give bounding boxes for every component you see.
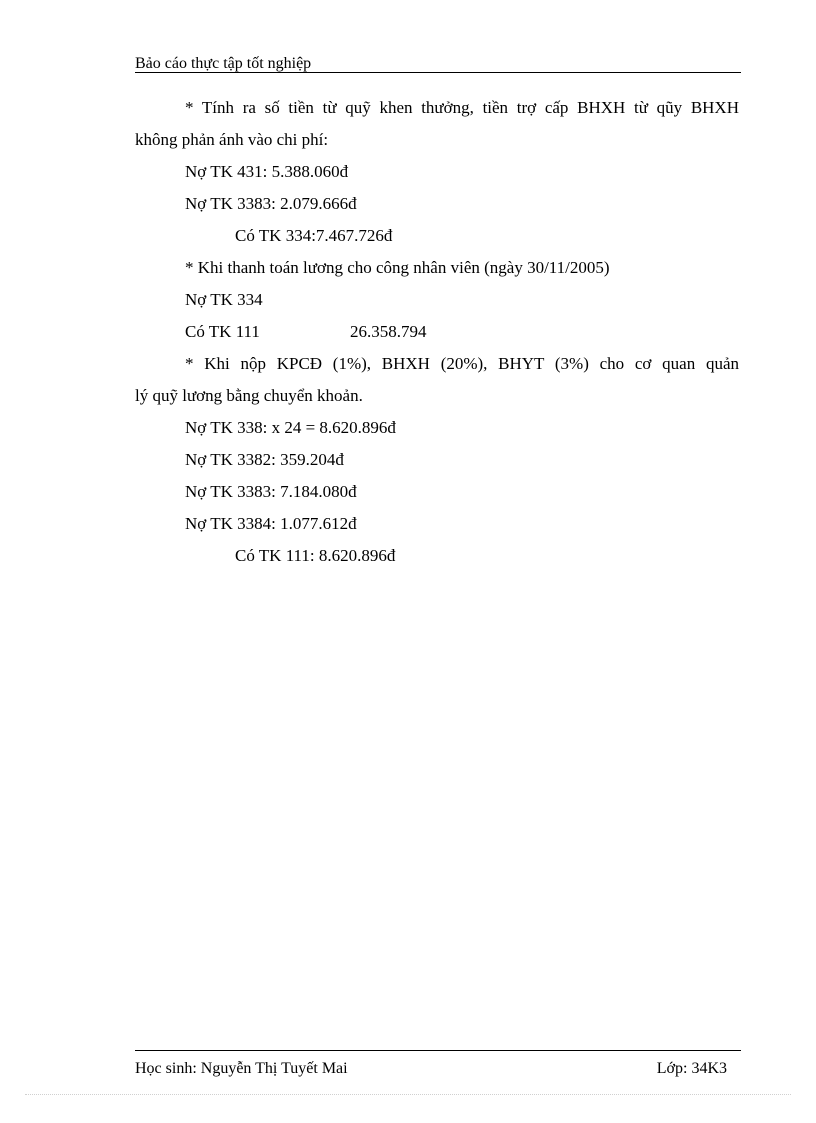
entry-line: Nợ TK 431: 5.388.060đ bbox=[185, 162, 349, 181]
entry-line: Nợ TK 334 bbox=[185, 290, 263, 309]
header-title: Bảo cáo thực tập tốt nghiệp bbox=[135, 55, 312, 72]
entry-line: Nợ TK 3382: 359.204đ bbox=[185, 450, 344, 469]
document-body bbox=[135, 92, 739, 572]
paragraph-line: lý quỹ lương bằng chuyển khoản. bbox=[135, 386, 363, 405]
paragraph-line: không phản ánh vào chi phí: bbox=[135, 130, 329, 149]
entry-line: Có TK 334:7.467.726đ bbox=[235, 226, 393, 245]
entry-line: Nợ TK 3383: 2.079.666đ bbox=[185, 194, 357, 213]
entry-amount: 26.358.794 bbox=[349, 322, 427, 341]
paragraph-line: * Khi nộp KPCĐ (1%), BHXH (20%), BHYT (3%) cho cơ quan quản bbox=[185, 354, 739, 373]
entry-line: Nợ TK 338: x 24 = 8.620.896đ bbox=[185, 418, 396, 437]
entry-line: Nợ TK 3384: 1.077.612đ bbox=[185, 514, 357, 533]
footer-divider bbox=[135, 1050, 741, 1051]
footer-student: Học sinh: Nguyễn Thị Tuyết Mai bbox=[135, 1060, 348, 1077]
footer-class: Lớp: 34K3 bbox=[656, 1060, 727, 1077]
entry-line: Nợ TK 3383: 7.184.080đ bbox=[185, 482, 357, 501]
entry-line bbox=[135, 316, 739, 348]
paragraph-line: * Khi thanh toán lương cho công nhân viên (ngày 30/11/2005) bbox=[185, 258, 610, 277]
paragraph-line: * Tính ra số tiền từ quỹ khen thưởng, tiền trợ cấp BHXH từ qũy BHXH bbox=[185, 98, 739, 117]
entry-account: Có TK 111 bbox=[185, 322, 260, 341]
page-footer bbox=[135, 1058, 741, 1080]
page-header bbox=[135, 55, 741, 73]
page-edge-divider bbox=[25, 1094, 791, 1095]
entry-line: Có TK 111: 8.620.896đ bbox=[235, 546, 396, 565]
